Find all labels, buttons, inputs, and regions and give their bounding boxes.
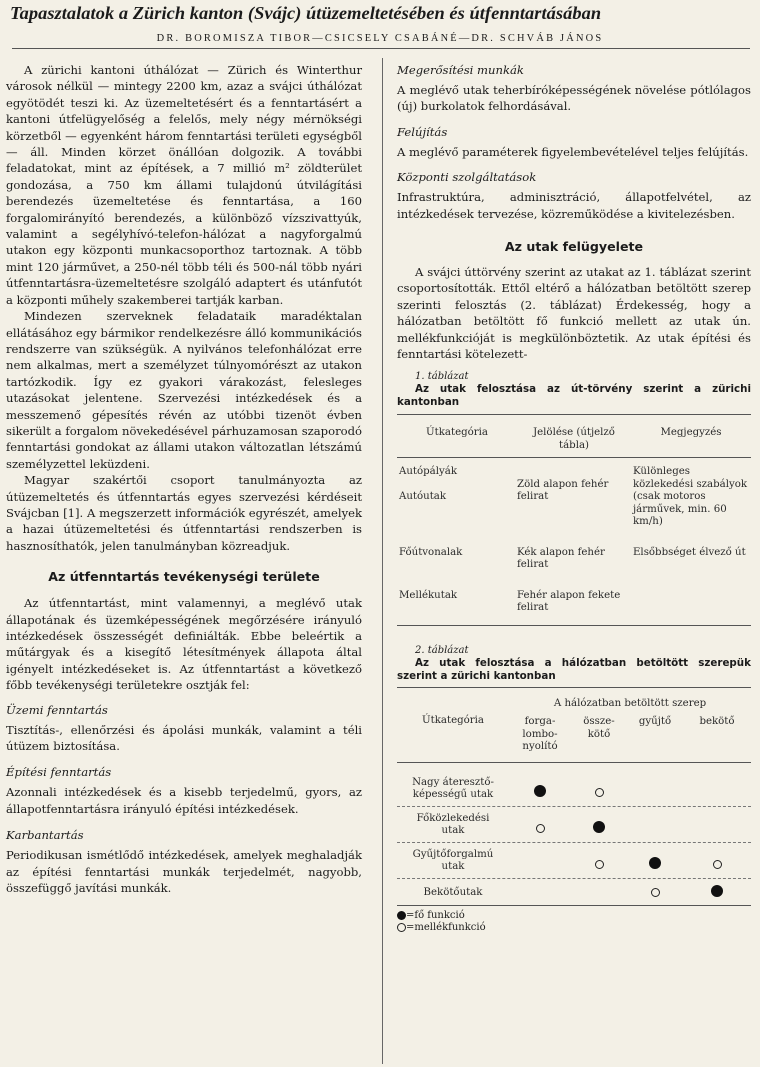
table-1-cell-note: Különleges közlekedési szabályok (csak motoros járművek, min. 60 km/h) (633, 466, 748, 528)
table-2-role-header: gyűjtő (638, 716, 672, 728)
table-1-cell-note: Elsőbbséget élvező út (633, 546, 746, 558)
role-mark-cell (571, 879, 627, 906)
paragraph-study: Magyar szakértői csoport tanulmányozta az útüzemeltetés és útfenntartás egyes szervezési kérdéseit Svájcban [1]. A megszerzett információk egyrészét, amelyek a hazai útüzemeltetési és útfenntartási rendszerben is hasznosíthatók, jelen tanulmányban közreadjuk. (6, 473, 362, 553)
column-divider (382, 58, 383, 1064)
table-2-number: 2. táblázat (415, 644, 469, 656)
table-2-row-label: Főközlekedési utak (416, 812, 490, 837)
table-row (397, 763, 751, 806)
table-row (397, 807, 751, 842)
subheading-operational: Üzemi fenntartás (6, 702, 108, 717)
role-mark-cell (509, 843, 571, 878)
table-1-cell-marking: Kék alapon fehér felirat (517, 546, 605, 571)
table-row (397, 458, 751, 535)
right-column (397, 62, 751, 934)
table-2-legend (397, 910, 751, 934)
paragraph-construction: Azonnali intézkedések és a kisebb terjedelmű, gyors, az állapotfenntartásra irányuló építési intézkedések. (6, 785, 362, 816)
table-2-caption: Az utak felosztása a hálózatban betöltött szerepük szerint a zürichi kantonban (397, 656, 751, 682)
role-mark-cell (571, 843, 627, 878)
role-mark-cell (509, 763, 571, 806)
subheading-central-services: Központi szolgáltatások (397, 170, 537, 185)
table-2 (397, 644, 751, 935)
legend-side-function (397, 922, 751, 934)
table-row (397, 879, 751, 906)
article-title: Tapasztalatok a Zürich kanton (Svájc) útüzemeltetésében és útfenntartásában (10, 3, 602, 23)
table-row (397, 578, 751, 625)
table-2-row-label: Gyűjtőforgalmú utak (412, 848, 494, 873)
table-2-role-header: össze- kötő (583, 716, 615, 740)
paragraph-central-services: Infrastruktúra, adminisztráció, állapotfelvétel, az intézkedések tervezése, közreműködése a kivitelezésben. (397, 190, 751, 221)
legend-main-function (397, 910, 751, 922)
main-function-dot (593, 821, 605, 833)
side-function-dot (536, 824, 545, 833)
table-row (397, 535, 751, 578)
subheading-upkeep: Karbantartás (6, 828, 84, 843)
role-mark-cell (683, 763, 751, 806)
table-2-header-category: Útkategória (422, 714, 484, 726)
paragraph-renewal: A meglévő paraméterek figyelembevételével teljes felújítás. (397, 144, 749, 159)
subheading-construction: Építési fenntartás (6, 765, 112, 780)
paragraph-supervision: A svájci úttörvény szerint az utakat az 1. táblázat szerint csoportosították. Ettől eltérő a hálózatban betöltött szerep szerinti felosztás (2. táblázat) Érdekesség, hogy a hálózatban betöltött fő funkció mellett az utak ún. mellékfunkcióját is megkülönböztetik. Az utak építési és fenntartási kötelezett- (397, 265, 751, 362)
side-function-dot (595, 860, 604, 869)
role-mark-cell (509, 807, 571, 842)
side-function-dot (713, 860, 722, 869)
paragraph-network: A zürichi kantoni úthálózat — Zürich és Winterthur városok nélkül — mintegy 2200 km, azaz a svájci úthálózat egyötödét teszi ki. Az üzemeltetésért és a fenntartásért a kantoni útfelügyelőség a felelős, mely négy mérnökségi körzetből — egyenként három fenntartási területi egységből — áll. Minden körzet önállóan dolgozik. A további feladatokat, mint az építések, a 7 millió m² zöldterület gondozása, a 750 km állami tulajdonú útvilágítási berendezés üzemeltetése és fenntartása, a 160 forgalomirányító berendezés, a különböző vízszivattyúk, valamint a segélyhívó-telefon-hálózat a nagyforgalmú utakon egy központi munkacsoporthoz tartoznak. A több mint 120 járművet, a 250-nél több téli és 500-nál több nyári útfenntartásra-üzemeltetésre szolgáló adaptert és utánfutót a központi műhely szakemberei tartják karban. (6, 63, 362, 307)
table-1-cell-marking: Fehér alapon fekete felirat (517, 589, 621, 614)
paragraph-operational: Tisztítás-, ellenőrzési és ápolási munkák, valamint a téli útüzem biztosítása. (6, 722, 362, 754)
table-row (397, 843, 751, 878)
role-mark-cell (683, 807, 751, 842)
paragraph-communication: Mindezen szerveknek feladataik maradéktalan ellátásához egy bármikor rendelkezésre álló kommunikációs rendszerre van szükségük. A nyilvános telefonhálózat erre nem alkalmas, mert a személyzet túlnyomórészt az utakon tartózkodik. Így ez gyakori várakozást, felesleges utazásokat jelentene. Szervezési intézkedések és a messzemenő gépesítés révén az utóbbi tizenöt évben sikerült a forgalom növekedésével párhuzamosan szaporodó fenntartási gondokat az állami utakon változatlan létszámú személyzettel leküzdeni. (6, 309, 362, 471)
subheading-strengthening: Megerősítési munkák (397, 63, 524, 77)
paragraph-upkeep: Periodikusan ismétlődő intézkedések, amelyek meghaladják az építési fenntartási munkák terjedelmét, nagyobb, összefüggő javítási munkák. (6, 848, 362, 896)
article-authors: DR. BOROMISZA TIBOR—CSICSELY CSABÁNÉ—DR. SCHVÁB JÁNOS (156, 33, 604, 44)
left-column (6, 62, 362, 896)
header-rule (12, 48, 750, 49)
table-1-header-row (397, 415, 751, 457)
table-1-grid (397, 415, 751, 625)
table-2-header-row (397, 688, 751, 717)
paragraph-definition: Az útfenntartást, mint valamennyi, a meglévő utak állapotának és üzemképességének megőrzésére irányuló intézkedések összességét definiálták. Ebbe beleértik a műtárgyak és a kisegítő létesítmények állapota által igényelt intézkedéseket is. Az útfenntartást a következő főbb tevékenységi területekre osztják fel: (6, 596, 362, 693)
role-mark-cell (571, 807, 627, 842)
table-2-bottom-rule (397, 905, 751, 906)
table-1-cell-category: Autópályák Autóutak (399, 466, 458, 503)
table-1 (397, 370, 751, 626)
table-1-cell-category: Mellékutak (399, 589, 458, 601)
role-mark-cell (571, 763, 627, 806)
table-2-role-header: bekötő (699, 716, 735, 728)
role-mark-cell (627, 879, 683, 906)
subheading-renewal: Felújítás (397, 124, 448, 139)
section-heading-supervision: Az utak felügyelete (504, 239, 644, 255)
hollow-circle-icon (397, 923, 406, 932)
section-heading-maintenance-scope: Az útfenntartás tevékenységi területe (48, 569, 320, 585)
table-1-header-note: Megjegyzés (660, 427, 722, 439)
table-2-header-group: A hálózatban betöltött szerep (553, 697, 707, 709)
main-function-dot (534, 785, 546, 797)
table-2-role-header: forga- lombo- nyolító (522, 716, 558, 753)
role-mark-cell (627, 843, 683, 878)
table-1-bottom-rule (397, 625, 751, 626)
table-2-row-label: Bekötőutak (423, 886, 483, 898)
table-1-cell-marking: Zöld alapon fehér felirat (517, 478, 609, 503)
table-2-row-label: Nagy áteresztő- képességű utak (412, 776, 494, 801)
side-function-dot (595, 788, 604, 797)
table-1-number: 1. táblázat (415, 371, 469, 383)
main-function-dot (711, 885, 723, 897)
role-mark-cell (627, 763, 683, 806)
filled-circle-icon (397, 911, 406, 920)
table-1-cell-note (631, 578, 751, 625)
main-function-dot (649, 857, 661, 869)
role-mark-cell (627, 807, 683, 842)
legend-side-label: =mellékfunkció (406, 922, 486, 934)
paragraph-strengthening: A meglévő utak teherbíróképességének növelése pótlólagos (új) burkolatok felhordásával. (397, 83, 751, 114)
table-1-header-marking: Jelölése (útjelző tábla) (533, 427, 615, 451)
table-1-caption: Az utak felosztása az út-törvény szerint a zürichi kantonban (397, 383, 751, 409)
role-mark-cell (509, 879, 571, 906)
role-mark-cell (683, 843, 751, 878)
table-1-header-category: Útkategória (426, 427, 488, 439)
table-1-cell-category: Főútvonalak (399, 546, 463, 558)
side-function-dot (651, 888, 660, 897)
role-mark-cell (683, 879, 751, 906)
legend-main-label: =fő funkció (406, 910, 465, 922)
table-2-grid (397, 688, 751, 906)
